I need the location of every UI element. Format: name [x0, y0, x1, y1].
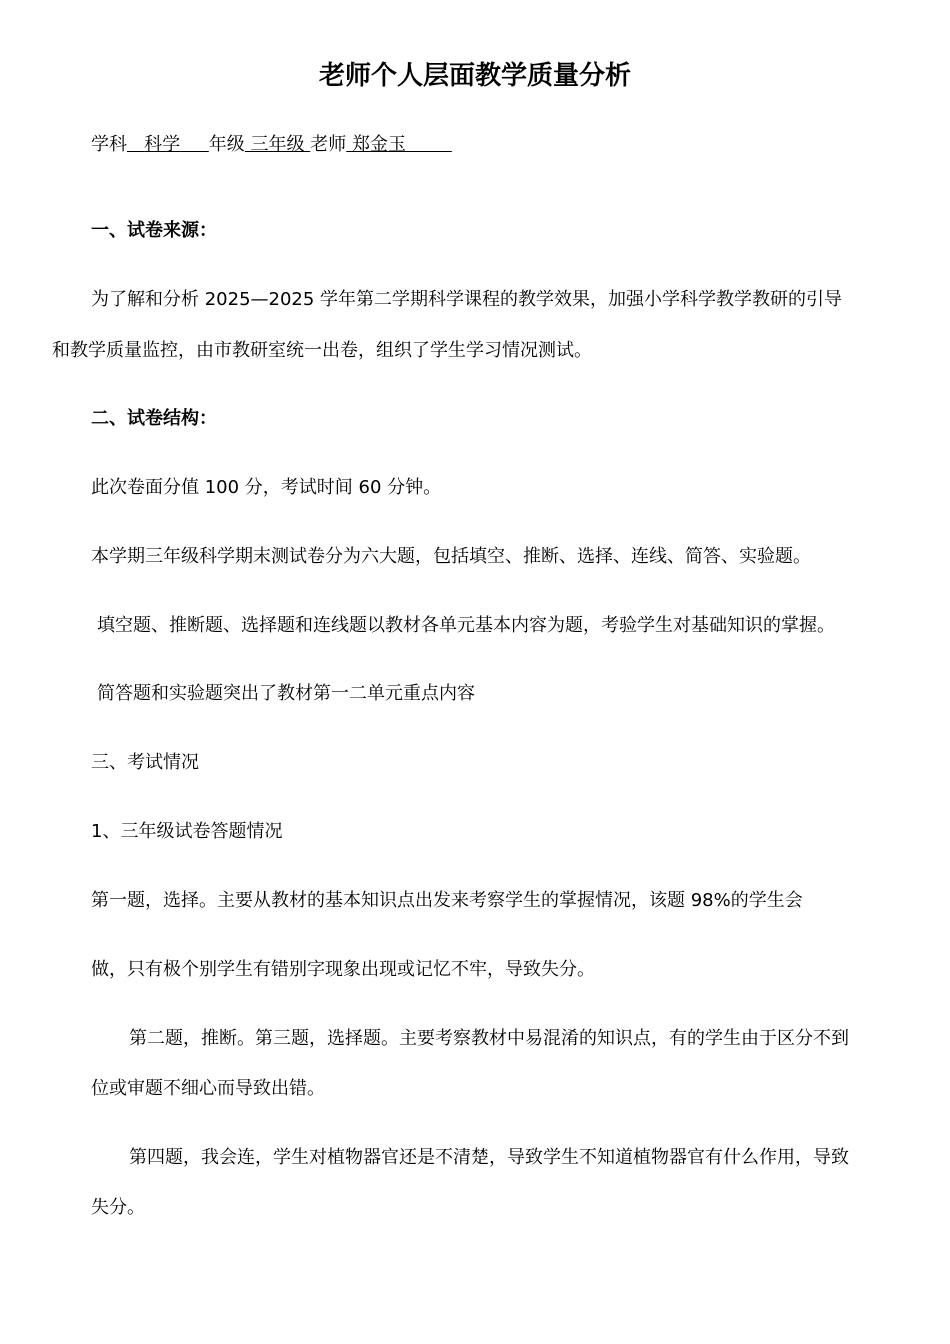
question23-line2: 位或审题不细心而导致出错。	[91, 1078, 325, 1099]
question1-line2: 做，只有极个别学生有错别字现象出现或记忆不牢，导致失分。	[91, 959, 595, 980]
section2-paragraph-4: 简答题和实验题突出了教材第一二单元重点内容	[97, 683, 475, 704]
section2-heading: 二、试卷结构：	[91, 408, 217, 429]
grade-label: 年级	[208, 134, 245, 155]
section2-paragraph-1: 此次卷面分值 100 分，考试时间 60 分钟。	[91, 477, 442, 498]
section2-paragraph-3: 填空题、推断题、选择题和连线题以教材各单元基本内容为题，考验学生对基础知识的掌握。	[97, 615, 835, 636]
section1-paragraph-line2: 和教学质量监控，由市教研室统一出卷，组织了学生学习情况测试。	[52, 340, 592, 361]
page-title: 老师个人层面教学质量分析	[318, 61, 631, 91]
section2-paragraph-2: 本学期三年级科学期末测试卷分为六大题，包括填空、推断、选择、连线、简答、实验题。	[91, 546, 811, 567]
section3-subheading: 1、三年级试卷答题情况	[91, 821, 283, 842]
section1-paragraph-line1: 为了解和分析 2025—2025 学年第二学期科学课程的教学效果，加强小学科学教学教研的引导	[91, 289, 843, 310]
teacher-value-underline	[346, 134, 452, 155]
question23-line1: 第二题，推断。第三题，选择题。主要考察教材中易混淆的知识点，有的学生由于区分不到	[129, 1028, 849, 1049]
question4-line2: 失分。	[91, 1197, 145, 1218]
subject-value: 科学	[144, 134, 181, 155]
question1-line1: 第一题，选择。主要从教材的基本知识点出发来考察学生的掌握情况，该题 98%的学生会	[91, 890, 803, 911]
subject-label: 学科	[91, 134, 127, 155]
section3-heading: 三、考试情况	[91, 752, 199, 773]
section1-heading: 一、试卷来源：	[91, 220, 217, 241]
grade-value-underline	[245, 134, 310, 155]
teacher-label: 老师	[310, 134, 347, 155]
teacher-value: 郑金玉	[351, 134, 406, 155]
question4-line1: 第四题，我会连，学生对植物器官还是不清楚，导致学生不知道植物器官有什么作用，导致	[129, 1147, 849, 1168]
grade-value: 三年级	[250, 134, 305, 155]
subject-value-underline	[127, 134, 209, 155]
info-line	[91, 133, 452, 157]
